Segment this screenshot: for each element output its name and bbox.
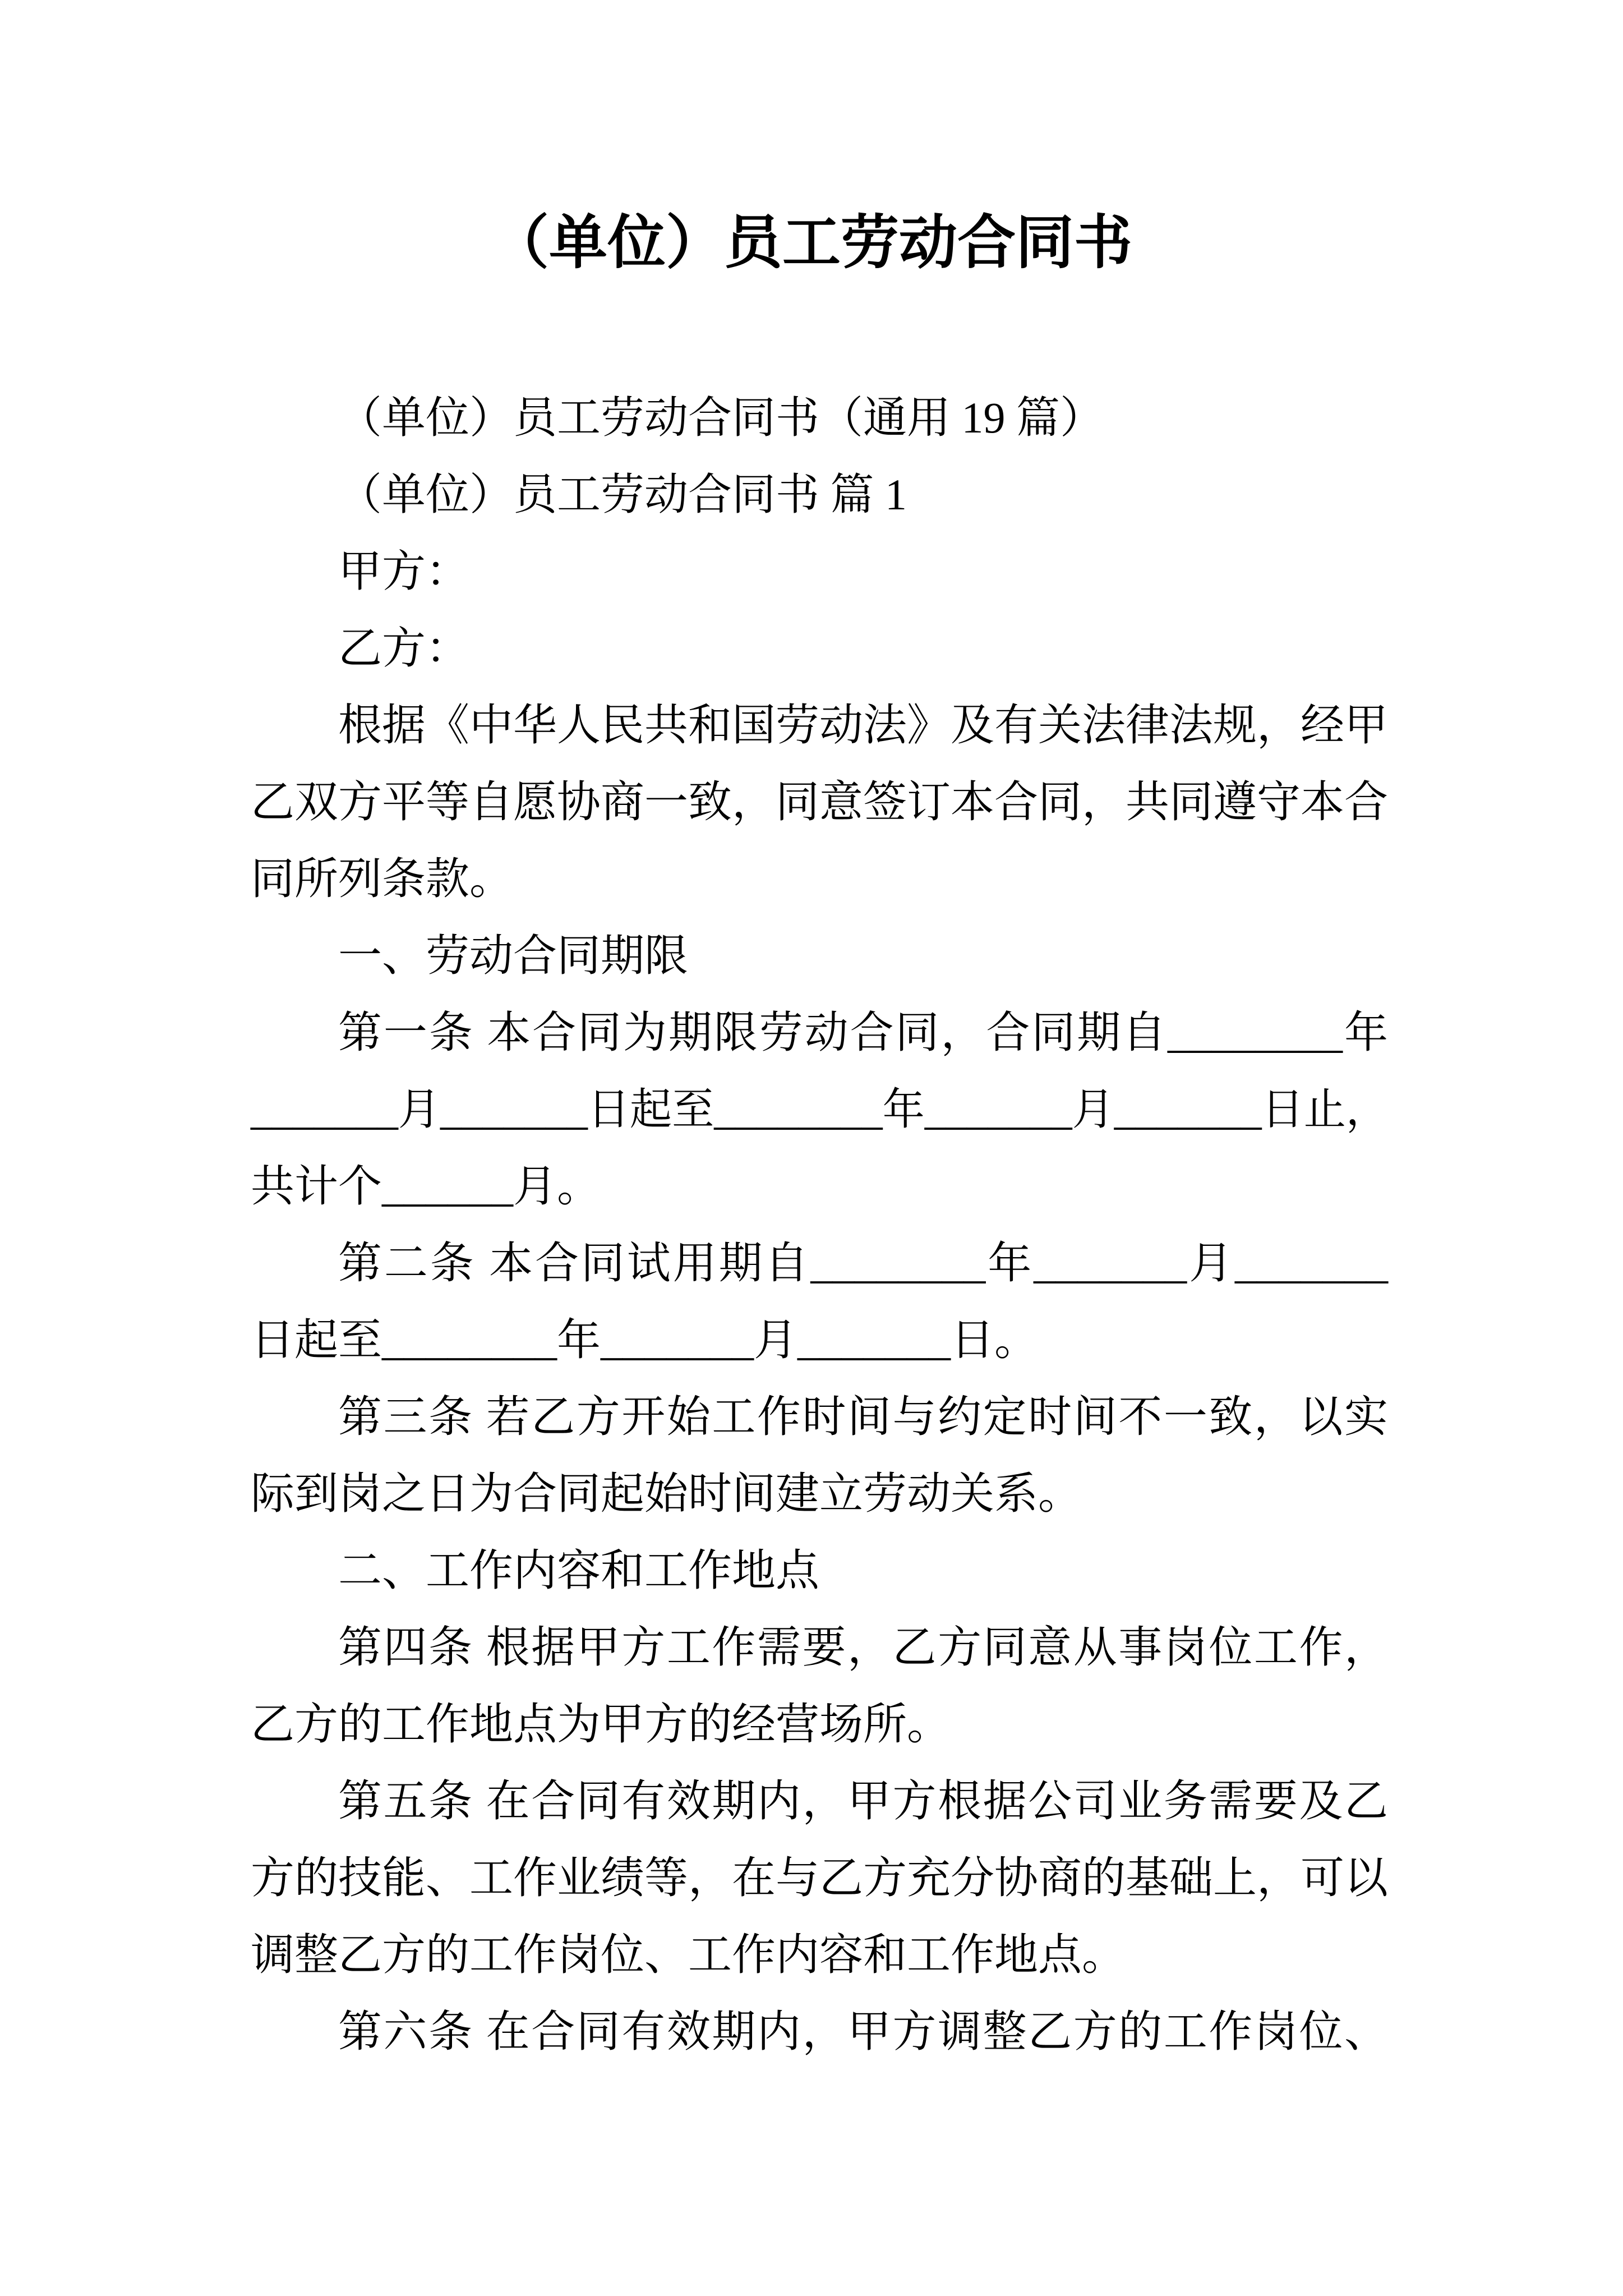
text-line: 根据《中华人民共和国劳动法》及有关法律法规，经甲 [338, 701, 1389, 749]
clause-2 [251, 1225, 1388, 1378]
text-line: 第六条 在合同有效期内，甲方调整乙方的工作岗位、 [338, 2007, 1388, 2056]
text-line: 一、劳动合同期限 [338, 931, 689, 980]
text-line: 二、工作内容和工作地点 [338, 1546, 820, 1595]
document-title: （单位）员工劳动合同书 [490, 211, 1132, 275]
article-heading [251, 456, 1388, 533]
party-a-label [251, 533, 1388, 610]
text-line: 第五条 在合同有效期内，甲方根据公司业务需要及乙 [338, 1777, 1388, 1825]
clause-1 [251, 994, 1388, 1225]
text-line: 甲方： [338, 547, 470, 596]
text-line: 同所列条款。 [251, 854, 514, 903]
text-line: 乙方的工作地点为甲方的经营场所。 [251, 1700, 951, 1749]
section-heading [251, 1532, 1388, 1609]
text-line: 共计个______月。 [251, 1162, 601, 1211]
text-line: 第一条 本合同为期限劳动合同，合同期自________年 [338, 1008, 1388, 1057]
clause-5 [251, 1763, 1388, 1993]
text-line: 第二条 本合同试用期自________年_______月_______ [338, 1239, 1388, 1287]
text-line: 第三条 若乙方开始工作时间与约定时间不一致，以实 [338, 1392, 1388, 1441]
clause-4 [251, 1609, 1388, 1763]
clause-6 [251, 1993, 1388, 2070]
text-line: _______月_______日起至________年_______月_______日止， [251, 1085, 1388, 1134]
text-line: 际到岗之日为合同起始时间建立劳动关系。 [251, 1469, 1082, 1518]
collection-heading [251, 379, 1388, 456]
clause-3 [251, 1378, 1388, 1532]
party-b-label [251, 610, 1388, 687]
text-line: 日起至________年_______月_______日。 [251, 1315, 1039, 1364]
text-line: 乙双方平等自愿协商一致，同意签订本合同，共同遵守本合 [251, 777, 1389, 826]
text-line: 第四条 根据甲方工作需要，乙方同意从事岗位工作， [338, 1623, 1388, 1672]
text-line: 调整乙方的工作岗位、工作内容和工作地点。 [251, 1930, 1126, 1979]
section-heading [251, 917, 1388, 994]
text-line: 乙方： [338, 624, 470, 673]
document-body [251, 379, 1388, 2070]
preamble-paragraph [251, 687, 1388, 917]
text-line: （单位）员工劳动合同书 篇 1 [338, 470, 907, 519]
text-line: 方的技能、工作业绩等，在与乙方充分协商的基础上，可以 [251, 1853, 1389, 1902]
text-line: （单位）员工劳动合同书（通用 19 篇） [338, 393, 1104, 442]
